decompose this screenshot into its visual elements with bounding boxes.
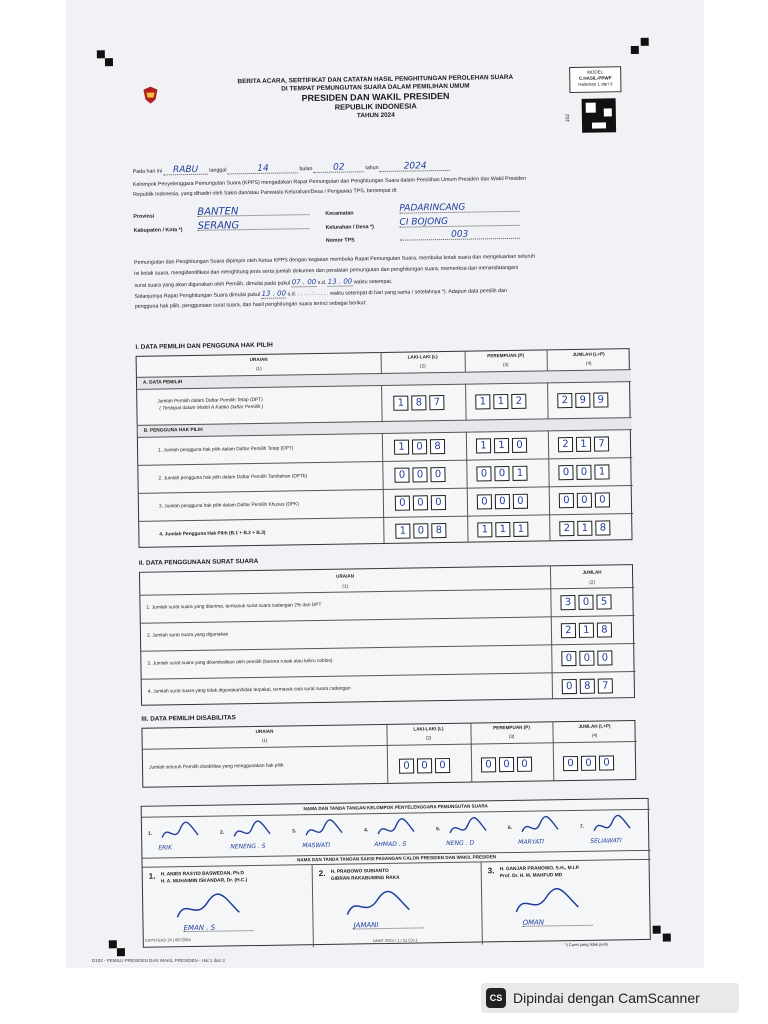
footer-left: D102 - PEMILU PRESIDEN DAN WAKIL PRESIDEN - Hal 1 dari 3 <box>92 958 225 963</box>
signature-scribble-icon <box>376 818 416 841</box>
signature-scribble-icon <box>592 814 632 837</box>
saksi-num: 1. <box>148 871 156 881</box>
hari-value: RABU <box>164 167 208 176</box>
header-line-2: DI TEMPAT PEMUNGUTAN SUARA DALAM PEMILIHAN UMUM <box>281 82 470 93</box>
digit-box: 0 <box>477 494 492 509</box>
section-a-title: A. DATA PEMILIH <box>142 380 183 386</box>
corner-marker <box>653 926 661 934</box>
digit-box: 0 <box>417 758 432 773</box>
saksi-num: 3. <box>487 866 495 876</box>
kpps-name: MASWATI <box>302 841 331 850</box>
digit-box: 1 <box>493 394 508 409</box>
footer-mid: NNNT 2024 / 1 / 31 CX-1 <box>372 937 418 944</box>
kpps-num: 2. <box>220 830 225 836</box>
signature-scribble-icon <box>343 890 413 921</box>
para-4-end: waktu setempat di hari yang sama / setelahnya *). Adapun data pemilih dan <box>329 288 507 297</box>
model-box <box>569 66 621 93</box>
end-time: 13 . 00 <box>327 277 353 286</box>
saksi-name: EMAN . S <box>184 924 254 932</box>
para-4-text: Selanjutnya Rapat Penghitungan Suara dimulai pukul <box>134 291 261 300</box>
header-line-5: TAHUN 2024 <box>356 111 395 120</box>
signature-scribble-icon <box>173 892 243 923</box>
digit-box: 2 <box>557 393 572 408</box>
kpps-num: 4. <box>364 828 369 834</box>
digit-boxes <box>395 495 446 511</box>
count-end-time: . . . . . : . . . . . <box>297 290 329 298</box>
digit-boxes <box>476 466 527 482</box>
digit-box: 7 <box>429 395 444 410</box>
digit-box: 5 <box>596 594 611 609</box>
saksi-candidate-2: GIBRAN RAKABUMING RAKA <box>330 875 400 882</box>
col-uraian: URAIAN <box>249 356 268 363</box>
digit-box: 0 <box>512 438 527 453</box>
qr-code-icon <box>582 98 617 133</box>
digit-boxes <box>562 678 613 694</box>
kecamatan-label: Kecamatan <box>325 210 354 217</box>
digit-box: 2 <box>561 623 576 638</box>
corner-marker <box>641 38 649 46</box>
digit-boxes <box>560 594 611 610</box>
kpps-signature <box>436 812 509 853</box>
col-num-1: (1) <box>261 737 268 743</box>
saksi-candidate-1: H. GANJAR PRANOWO, S.H., M.I.P. <box>499 865 580 873</box>
col-num-4: (4) <box>585 360 592 366</box>
para-3 <box>134 278 392 290</box>
kpps-signature <box>580 810 653 851</box>
digit-boxes <box>561 650 612 666</box>
kpps-num: 5. <box>436 827 441 833</box>
digit-boxes <box>476 438 527 454</box>
digit-box: 0 <box>578 595 593 610</box>
digit-boxes <box>477 522 528 538</box>
section-3-table <box>141 720 636 788</box>
saksi-name: OMAN <box>522 919 592 927</box>
header-line-4: REPUBLIK INDONESIA <box>334 101 417 112</box>
kpps-num: 7. <box>580 824 585 830</box>
kelurahan-label: Kelurahan / Desa *) <box>325 224 374 231</box>
col-jumlah: JUMLAH (L+P) <box>572 351 605 357</box>
digit-boxes <box>477 494 528 510</box>
digit-box: 7 <box>598 678 613 693</box>
start-time: 07 . 00 <box>291 278 317 287</box>
digit-box: 0 <box>394 468 409 483</box>
model-page: Halaman 1 dari 3 <box>578 81 613 87</box>
saksi-num: 2. <box>318 868 326 879</box>
signature-scribble-icon <box>512 887 582 918</box>
para-1: Pemungutan dan Penghitungan Suara dipimpin oleh Ketua KPPS dengan kegiatan membuka Rapat Pemungutan Suara, membuka kotak suara dan mengeluarkan seluruh <box>134 253 536 266</box>
digit-box: 1 <box>475 394 490 409</box>
digit-box: 0 <box>395 496 410 511</box>
hari-label: Pada hari ini <box>132 168 163 175</box>
digit-box: 7 <box>594 436 609 451</box>
digit-boxes <box>561 622 612 638</box>
section-b-title: B. PENGGUNA HAK PILIH <box>143 427 203 434</box>
section-2-title: II. DATA PENGGUNAAN SURAT SUARA <box>138 557 259 567</box>
col-jumlah-2: JUMLAH <box>582 569 602 575</box>
count-start-time: 13 . 00 <box>261 289 287 298</box>
section-2-table <box>139 564 635 706</box>
digit-box: 0 <box>561 651 576 666</box>
digit-box: 0 <box>413 495 428 510</box>
digit-box: 1 <box>494 438 509 453</box>
saksi-signature <box>312 862 482 947</box>
a1-label: Jumlah Pemilih dalam Daftar Pemilih Tetap (DPT) <box>157 397 263 405</box>
col-num-1: (1) <box>255 365 262 371</box>
provinsi-value: BANTEN <box>197 207 309 217</box>
signature-table <box>141 798 651 948</box>
kabupaten-value: SERANG <box>197 221 309 231</box>
corner-marker <box>109 940 117 948</box>
kpps-signature <box>364 813 437 854</box>
saksi-signature-title: NAMA DAN TANDA TANGAN SAKSI PASANGAN CALON PRESIDEN DAN WAKIL PRESIDEN <box>142 850 650 865</box>
col-num-2: (2) <box>419 363 426 369</box>
digit-box: 1 <box>512 466 527 481</box>
digit-box: 8 <box>597 622 612 637</box>
col-num-2: (2) <box>425 735 432 741</box>
surat-suara-label: 3. Jumlah surat suara yang dikembalikan oleh pemilih (karena rusak atau keliru coblos) <box>147 658 333 667</box>
digit-box: 0 <box>599 755 614 770</box>
digit-box: 0 <box>559 493 574 508</box>
intro-text-2: Republik Indonesia, yang dihadiri oleh Saksi dan/atau Panwaslu Kelurahan/Desa / Pengawas TPS, bertempat di: <box>133 187 398 198</box>
provinsi-label: Provinsi <box>133 213 155 220</box>
kpps-name: NENENG . S <box>230 842 266 851</box>
camscanner-icon: CS <box>486 988 506 1008</box>
b-row-label: 4. Jumlah Pengguna Hak Pilih (B.1 + B.2 + B.3) <box>159 530 266 538</box>
digit-boxes <box>395 523 446 539</box>
para-4 <box>135 287 507 301</box>
digit-box: 0 <box>413 523 428 538</box>
digit-box: 2 <box>558 437 573 452</box>
digit-boxes <box>559 520 610 536</box>
tahun-label: tahun <box>365 165 379 172</box>
saksi-signature <box>481 860 651 945</box>
kpps-name: SELIAWATI <box>590 837 622 845</box>
signature-scribble-icon <box>160 821 200 844</box>
camscanner-badge <box>481 983 739 1013</box>
saksi-candidate-2: Prof. Dr. H. M. MAHFUD MD <box>499 873 563 880</box>
section-3-title: III. DATA PEMILIH DISABILITAS <box>141 714 236 723</box>
kecamatan-value: PADARINCANG <box>399 204 519 214</box>
kpps-name: AHMAD . S <box>374 840 407 849</box>
kpps-signature <box>508 811 581 852</box>
col-uraian-3: URAIAN <box>255 728 274 735</box>
digit-box: 1 <box>594 464 609 479</box>
digit-box: 0 <box>494 466 509 481</box>
col-perempuan: PEREMPUAN (P) <box>487 352 525 359</box>
kpps-signature <box>292 814 365 855</box>
col-laki-laki: LAKI-LAKI (L) <box>407 354 438 360</box>
col-perempuan-3: PEREMPUAN (P) <box>493 724 530 731</box>
digit-box: 0 <box>576 465 591 480</box>
tanggal-value: 14 <box>228 165 298 174</box>
digit-box: 8 <box>595 520 610 535</box>
digit-box: 1 <box>393 396 408 411</box>
digit-box: 8 <box>431 523 446 538</box>
col-uraian-2: URAIAN <box>336 573 355 579</box>
digit-box: 9 <box>593 392 608 407</box>
tahun-value: 2024 <box>380 163 450 172</box>
digit-box: 1 <box>476 438 491 453</box>
digit-box: 2 <box>511 394 526 409</box>
digit-box: 8 <box>430 439 445 454</box>
surat-suara-label: 4. Jumlah surat suara yang tidak digunakan/tidak terpakai, termasuk sisa surat suara cadangan <box>147 686 351 695</box>
digit-box: 1 <box>579 623 594 638</box>
model-code: C.HASIL-PPWP <box>578 75 612 81</box>
bulan-value: 02 <box>314 164 364 173</box>
digit-box: 0 <box>562 679 577 694</box>
digit-box: 3 <box>560 595 575 610</box>
intro-date-line <box>133 163 451 176</box>
kabupaten-label: Kabupaten / Kota *) <box>133 227 183 234</box>
model-label: MODEL <box>587 69 604 75</box>
kpps-num: 3. <box>292 829 297 835</box>
digit-box: 0 <box>597 650 612 665</box>
saksi-candidate-1: H. PRABOWO SUBIANTO <box>330 868 389 875</box>
disabilitas-label: Jumlah seluruh Pemilih disabilitas yang menggunakan hak pilih <box>149 763 284 771</box>
digit-box: 0 <box>577 493 592 508</box>
para-3-end: waktu setempat. <box>353 278 393 286</box>
footer-code: CAPSTEAD 24 | 8872564 <box>144 937 191 943</box>
digit-box: 0 <box>430 467 445 482</box>
digit-box: 0 <box>412 439 427 454</box>
a1-pr-boxes <box>475 394 526 410</box>
digit-box: 0 <box>476 466 491 481</box>
digit-box: 0 <box>558 465 573 480</box>
digit-box: 0 <box>399 759 414 774</box>
digit-box: 2 <box>559 521 574 536</box>
kpps-signature-title: NAMA DAN TANDA TANGAN KELOMPOK PENYELENGGARA PEMUNGUTAN SUARA <box>303 803 488 812</box>
dis-lk-boxes <box>399 758 450 774</box>
digit-box: 1 <box>394 440 409 455</box>
digit-boxes <box>394 439 445 455</box>
digit-box: 8 <box>580 679 595 694</box>
digit-boxes <box>558 436 609 452</box>
disabilitas-row <box>143 741 638 789</box>
saksi-name: JAMANI <box>354 921 424 929</box>
para-2: isi kotak suara, mengidentifikasi dan menghitung jenis serta jumlah dokumen dan peralatan pemungutan dan penghitungan suara, memeriksa dan menandatangani <box>134 264 518 277</box>
digit-box: 0 <box>563 756 578 771</box>
digit-box: 1 <box>395 524 410 539</box>
intro-text-1: Kelompok Penyelenggara Pemungutan Suara (KPPS) mengadakan Rapat Pemungutan dan Penghitungan Suara dalam Pemilihan Umum Presiden dan Wakil Presiden <box>132 175 527 188</box>
digit-box: 0 <box>435 758 450 773</box>
a1-sublabel: ( Terdapat dalam Model A Kabko Daftar Pemilih ) <box>159 404 264 412</box>
digit-box: 8 <box>411 395 426 410</box>
digit-boxes <box>394 467 445 483</box>
digit-box: 1 <box>576 437 591 452</box>
col-num-3: (3) <box>502 361 509 368</box>
corner-marker <box>117 948 125 956</box>
bulan-label: bulan <box>299 166 313 173</box>
kpps-num: 6. <box>508 825 513 832</box>
sd-label-2: s.d. <box>287 291 297 298</box>
col-num-4: (4) <box>591 732 598 738</box>
kelurahan-value: CI BOJONG <box>399 218 519 228</box>
digit-box: 1 <box>477 522 492 537</box>
kpps-signature <box>220 815 293 856</box>
b-row-label: 3. Jumlah pengguna hak pilih dalam Daftar Pemilih Khusus (DPK) <box>158 502 299 510</box>
a1-lk-boxes <box>393 395 444 411</box>
b-row-label: 2. Jumlah pengguna hak pilih dalam Daftar Pemilih Tambahan (DPTb) <box>158 474 308 482</box>
kpps-name: MARYATI <box>518 838 545 846</box>
signature-scribble-icon <box>232 820 272 843</box>
digit-boxes <box>559 492 610 508</box>
digit-box: 0 <box>499 757 514 772</box>
signature-scribble-icon <box>448 816 488 839</box>
para-3-text: surat suara yang akan digunakan oleh Pemilih, dimulai pada pukul <box>134 280 291 289</box>
qr-number: 102 <box>565 113 572 123</box>
col-num-2: (2) <box>589 579 596 585</box>
sd-label: s.d. <box>317 279 327 286</box>
digit-box: 0 <box>412 467 427 482</box>
digit-box: 1 <box>495 522 510 537</box>
col-num-1: (1) <box>342 583 349 589</box>
surat-suara-label: 2. Jumlah surat suara yang digunakan <box>146 632 229 639</box>
para-5: pengguna hak pilih, penggunaan surat suara, dan hasil penghitungan suara terinci sebagai berikut: <box>134 300 367 310</box>
signature-scribble-icon <box>304 819 344 842</box>
surat-suara-label: 1. Jumlah surat suara yang diterima, termasuk surat suara cadangan 2% dari DPT <box>146 602 322 611</box>
corner-marker <box>631 46 639 54</box>
header-line-3: PRESIDEN DAN WAKIL PRESIDEN <box>301 90 450 104</box>
corner-marker <box>105 58 113 66</box>
saksi-candidate-1: H. ANIES RASYID BASWEDAN, Ph.D <box>160 871 245 878</box>
col-laki-laki-3: LAKI-LAKI (L) <box>413 726 444 732</box>
digit-boxes <box>558 464 609 480</box>
kpps-name: ERIK <box>158 844 173 852</box>
digit-box: 1 <box>513 522 528 537</box>
digit-box: 0 <box>517 757 532 772</box>
digit-box: 0 <box>581 756 596 771</box>
digit-box: 0 <box>595 492 610 507</box>
signature-scribble-icon <box>520 815 560 838</box>
corner-marker <box>97 50 105 58</box>
dis-jml-boxes <box>563 755 614 771</box>
digit-box: 0 <box>481 757 496 772</box>
kpps-name: NENG . D <box>446 839 475 848</box>
corner-marker <box>663 934 671 942</box>
form-sheet <box>91 54 673 963</box>
digit-box: 0 <box>431 495 446 510</box>
section-1-title: I. DATA PEMILIH DAN PENGGUNA HAK PILIH <box>135 341 273 351</box>
digit-box: 0 <box>579 651 594 666</box>
a1-jml-boxes <box>557 392 608 408</box>
b-row-label: 1. Jumlah pengguna hak pilih dalam Daftar Pemilih Tetap (DPT) <box>158 446 294 454</box>
camscanner-text: Dipindai dengan CamScanner <box>513 990 700 1006</box>
col-num-3: (3) <box>508 733 515 740</box>
saksi-candidate-2: H. A. MUHAIMIN ISKANDAR, Dr. (H.C.) <box>160 878 248 885</box>
tps-label: Nomor TPS <box>325 237 355 244</box>
tps-value: 003 <box>400 231 520 241</box>
digit-box: 9 <box>575 393 590 408</box>
digit-box: 0 <box>495 494 510 509</box>
kpps-num: 1. <box>148 831 153 837</box>
section-1-table <box>136 348 633 548</box>
header-line-1: BERITA ACARA, SERTIFIKAT DAN CATATAN HASIL PENGHITUNGAN PEROLEHAN SUARA <box>237 73 514 86</box>
tanggal-label: tanggal <box>209 167 227 174</box>
kpps-signature <box>148 817 221 858</box>
digit-box: 0 <box>513 494 528 509</box>
dis-pr-boxes <box>481 757 532 773</box>
digit-box: 1 <box>577 521 592 536</box>
footnote: *) Coret yang tidak perlu <box>564 941 609 948</box>
col-jumlah-3: JUMLAH (L+P) <box>578 723 611 729</box>
